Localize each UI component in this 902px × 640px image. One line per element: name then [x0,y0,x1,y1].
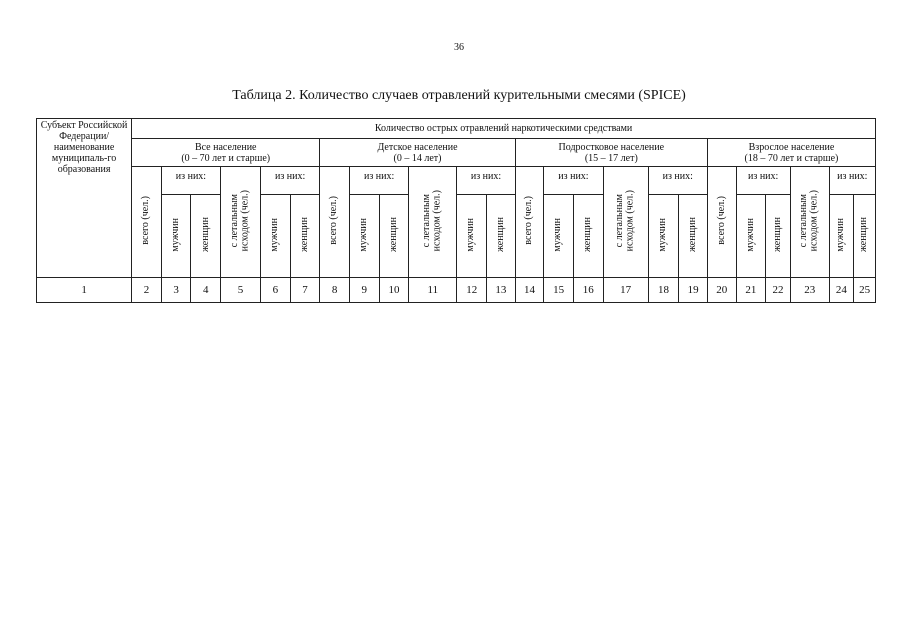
adults-female-2-header [854,195,876,278]
adults-iz-nih-1-text: из них: [748,171,779,182]
all-lethal-label: с летальным исходом (чел.) [229,189,251,252]
group-teens-label: Подростковое население [558,141,665,153]
column-number-13: 13 [487,278,516,303]
children-total-header [320,167,350,278]
column-number-19: 19 [679,278,708,303]
subject-header-text: Субъект Российской Федерации/ наименование муниципаль-го образования [40,120,128,175]
group-children-header [320,139,515,167]
column-number-row [37,278,876,303]
column-number-5: 5 [221,278,261,303]
adults-male-1-header [736,195,766,278]
teens-male-1-label: мужчин [552,217,564,252]
column-number-14: 14 [515,278,544,303]
group-adults-header [707,139,875,167]
group-all-header [132,139,320,167]
all-total-header [132,167,162,278]
teens-female-2-label: женщин [686,217,698,252]
teens-female-2-header [679,195,708,278]
teens-male-2-header [648,195,679,278]
children-female-2-label: женщин [494,217,506,252]
adults-female-1-header [766,195,791,278]
adults-female-2-label: женщин [858,217,870,252]
adults-male-1-label: мужчин [744,217,756,252]
column-number-11: 11 [409,278,457,303]
column-number-23: 23 [790,278,829,303]
teens-iz-nih-2 [648,167,707,195]
main-header-text: Количество острых отравлений наркотическими средствами [374,123,633,134]
children-iz-nih-2-text: из них: [470,171,502,182]
page-number: 36 [454,42,464,53]
adults-male-2-label: мужчин [835,217,847,252]
adults-lethal-header [790,167,829,278]
poisoning-table [36,118,876,303]
children-male-2-label: мужчин [465,217,477,252]
teens-male-2-label: мужчин [657,217,669,252]
adults-iz-nih-1 [736,167,790,195]
column-number-18: 18 [648,278,679,303]
all-iz-nih-1-text: из них: [175,171,207,182]
children-male-2-header [457,195,487,278]
teens-lethal-header [603,167,648,278]
adults-total-label: всего (чел.) [715,196,727,245]
children-female-2-header [487,195,516,278]
teens-lethal-label: с летальным исходом (чел.) [614,189,636,252]
all-female-1-label: женщин [199,217,211,252]
column-number-16: 16 [573,278,603,303]
group-children-label: Детское население [377,141,458,153]
adults-iz-nih-2 [829,167,875,195]
children-iz-nih-1 [349,167,408,195]
column-number-10: 10 [379,278,409,303]
column-number-22: 22 [766,278,791,303]
teens-iz-nih-1-text: из них: [558,171,589,182]
teens-iz-nih-1 [544,167,603,195]
children-male-1-label: мужчин [358,217,370,252]
teens-male-1-header [544,195,574,278]
all-total-label: всего (чел.) [140,196,152,245]
all-male-2-header [261,195,291,278]
column-number-1: 1 [37,278,132,303]
column-number-24: 24 [829,278,854,303]
column-number-3: 3 [161,278,191,303]
column-number-6: 6 [261,278,291,303]
column-number-21: 21 [736,278,766,303]
adults-female-1-label: женщин [771,217,783,252]
group-adults-range: (18 – 70 лет и старше) [744,152,839,164]
table-title: Таблица 2. Количество случаев отравлений курительными смесями (SPICE) [232,88,686,103]
children-female-1-header [379,195,409,278]
group-all-range: (0 – 70 лет и старше) [181,152,271,164]
group-teens-header [515,139,707,167]
children-iz-nih-1-text: из них: [363,171,395,182]
all-male-1-label: мужчин [169,217,181,252]
adults-total-header [707,167,736,278]
children-total-label: всего (чел.) [328,196,340,245]
all-male-1-header [161,195,191,278]
children-lethal-header [409,167,457,278]
column-number-25: 25 [854,278,876,303]
adults-male-2-header [829,195,854,278]
all-iz-nih-2 [261,167,320,195]
subject-header [37,119,132,278]
teens-total-header [515,167,544,278]
children-iz-nih-2 [457,167,515,195]
teens-total-label: всего (чел.) [523,196,535,245]
column-number-7: 7 [290,278,320,303]
teens-iz-nih-2-text: из них: [662,171,693,182]
children-male-1-header [349,195,379,278]
main-header [132,119,876,139]
adults-lethal-label: с летальным исходом (чел.) [798,189,820,252]
teens-female-1-header [573,195,603,278]
all-female-1-header [191,195,221,278]
group-children-range: (0 – 14 лет) [393,152,442,164]
adults-iz-nih-2-text: из них: [837,171,868,182]
column-number-20: 20 [707,278,736,303]
all-lethal-header [221,167,261,278]
column-number-2: 2 [132,278,162,303]
children-female-1-label: женщин [387,217,399,252]
all-iz-nih-1 [161,167,220,195]
group-adults-label: Взрослое население [748,141,835,153]
column-number-15: 15 [544,278,574,303]
all-iz-nih-2-text: из них: [275,171,306,182]
all-male-2-label: мужчин [269,217,281,252]
group-teens-range: (15 – 17 лет) [584,152,638,164]
group-all-label: Все население [194,141,257,153]
children-lethal-label: с летальным исходом (чел.) [421,189,443,252]
all-female-2-header [290,195,320,278]
column-number-17: 17 [603,278,648,303]
column-number-4: 4 [191,278,221,303]
all-female-2-label: женщин [298,217,310,252]
column-number-12: 12 [457,278,487,303]
column-number-8: 8 [320,278,350,303]
teens-female-1-label: женщин [582,217,594,252]
column-number-9: 9 [349,278,379,303]
